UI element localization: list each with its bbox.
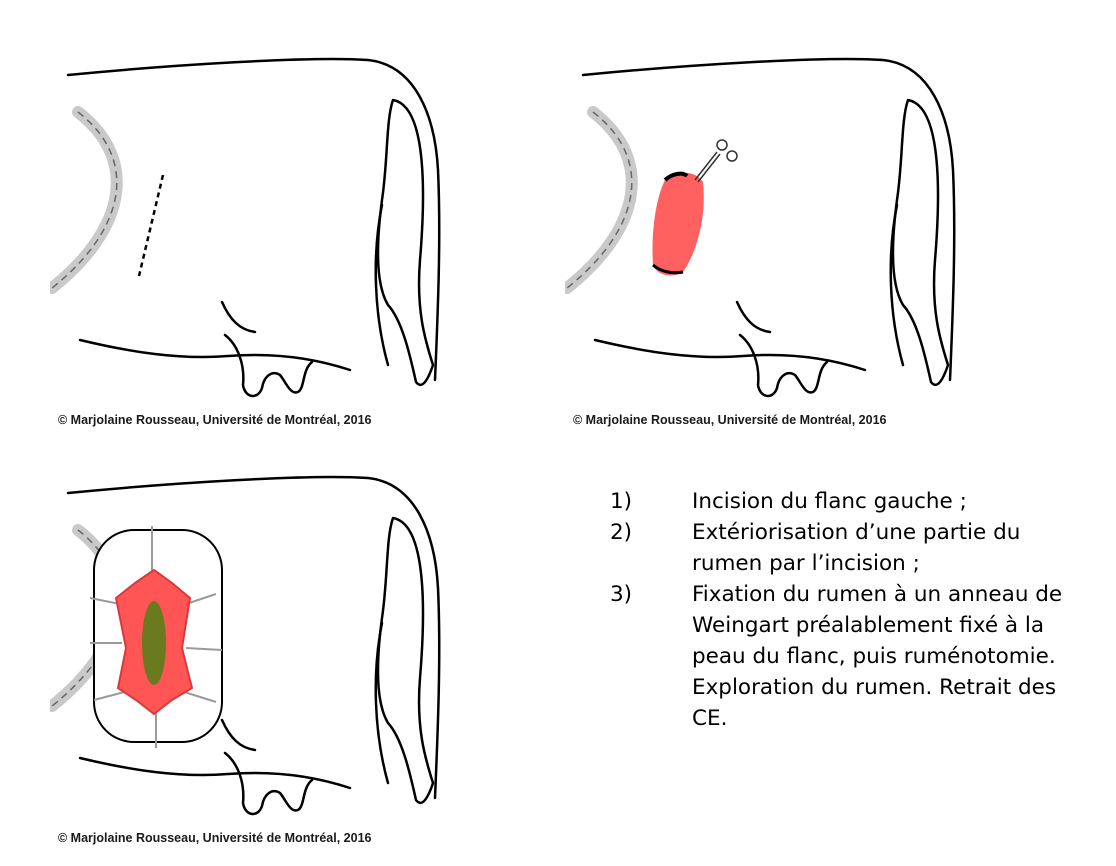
step-text: Fixation du rumen à un anneau de Weingart préalablement fixé à la peau du flanc, puis ruménotomie. Exploration du rumen. Retrait des CE. xyxy=(692,582,1063,731)
step-text: Extériorisation d’une partie du rumen par l’incision ; xyxy=(692,520,1021,576)
step-number: 2) xyxy=(610,520,633,545)
step-number: 3) xyxy=(610,582,633,607)
rib-band xyxy=(52,112,117,288)
rumen-content xyxy=(142,601,166,685)
copyright-caption: © Marjolaine Rousseau, Université de Montréal, 2016 xyxy=(573,413,887,427)
exteriorised-rumen xyxy=(653,173,704,276)
diagram-panel-incision xyxy=(50,20,450,440)
step-item xyxy=(610,486,1090,517)
step-text: Incision du flanc gauche ; xyxy=(692,489,967,514)
cow-outline xyxy=(583,59,954,396)
copyright-caption: © Marjolaine Rousseau, Université de Montréal, 2016 xyxy=(58,413,372,427)
diagram-panel-fixation xyxy=(50,438,450,858)
step-item xyxy=(610,517,1090,579)
incision-line xyxy=(139,175,163,276)
cow-flank-illustration xyxy=(50,438,450,838)
cow-flank-illustration xyxy=(565,20,965,420)
step-number: 1) xyxy=(610,489,633,514)
diagram-panel-exteriorisation xyxy=(565,20,965,440)
cow-flank-illustration xyxy=(50,20,450,420)
rib-band xyxy=(567,112,632,288)
forceps-icon xyxy=(695,140,737,182)
step-item xyxy=(610,579,1090,734)
copyright-caption: © Marjolaine Rousseau, Université de Montréal, 2016 xyxy=(58,831,372,845)
procedure-steps-list xyxy=(610,486,1090,734)
cow-outline xyxy=(68,59,439,396)
